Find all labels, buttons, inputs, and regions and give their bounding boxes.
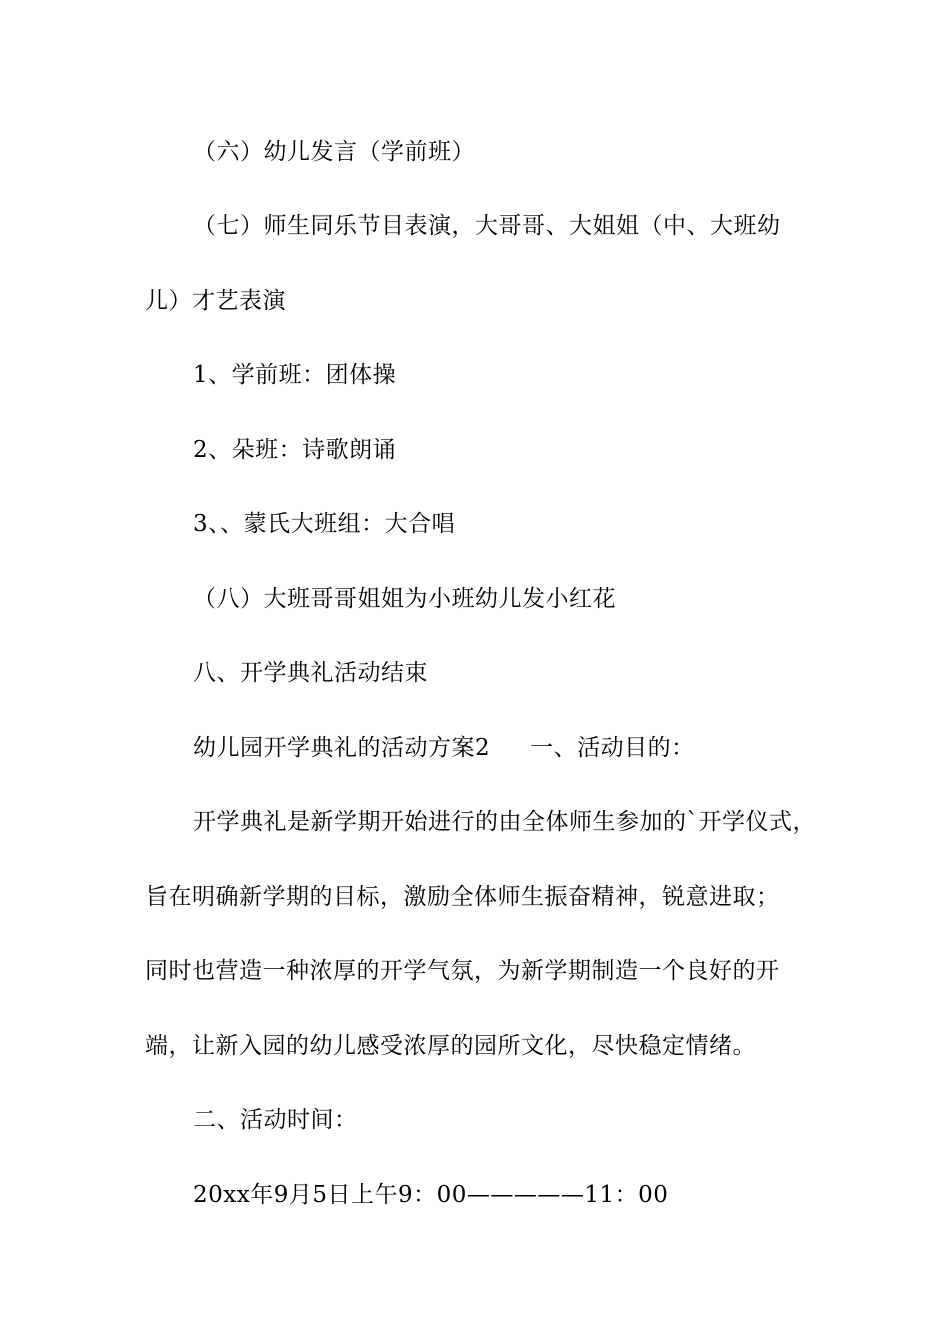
purpose-paragraph-line-4: 端，让新入园的幼儿感受浓厚的园所文化，尽快稳定情绪。 [145,1033,756,1059]
purpose-paragraph-line-2: 旨在明确新学期的目标，激励全体师生振奋精神，锐意进取； [145,884,780,910]
program-item-7-continued: 儿）才艺表演 [145,288,286,314]
performance-item-1: 1、学前班：团体操 [193,362,397,388]
purpose-paragraph-line-3: 同时也营造一种浓厚的开学气氛，为新学期制造一个良好的开 [145,958,780,984]
program-item-6: （六）幼儿发言（学前班） [193,139,475,165]
activity-time-heading: 二、活动时间： [193,1107,358,1133]
activity-time-value: 20xx年9月5日上午9：00—————11：00 [193,1182,669,1208]
program-item-8: （八）大班哥哥姐姐为小班幼儿发小红花 [193,586,616,612]
section-8-heading: 八、开学典礼活动结束 [193,660,428,686]
program-item-7: （七）师生同乐节目表演，大哥哥、大姐姐（中、大班幼 [193,213,781,239]
plan-2-title: 幼儿园开学典礼的活动方案2 [193,735,491,761]
purpose-paragraph-line-1: 开学典礼是新学期开始进行的由全体师生参加的`开学仪式， [193,809,816,835]
activity-purpose-heading: 一、活动目的： [530,735,695,761]
performance-item-2: 2、朵班：诗歌朗诵 [193,437,397,463]
performance-item-3: 3、、蒙氏大班组：大合唱 [193,511,456,537]
plan-2-title-line [193,733,695,763]
